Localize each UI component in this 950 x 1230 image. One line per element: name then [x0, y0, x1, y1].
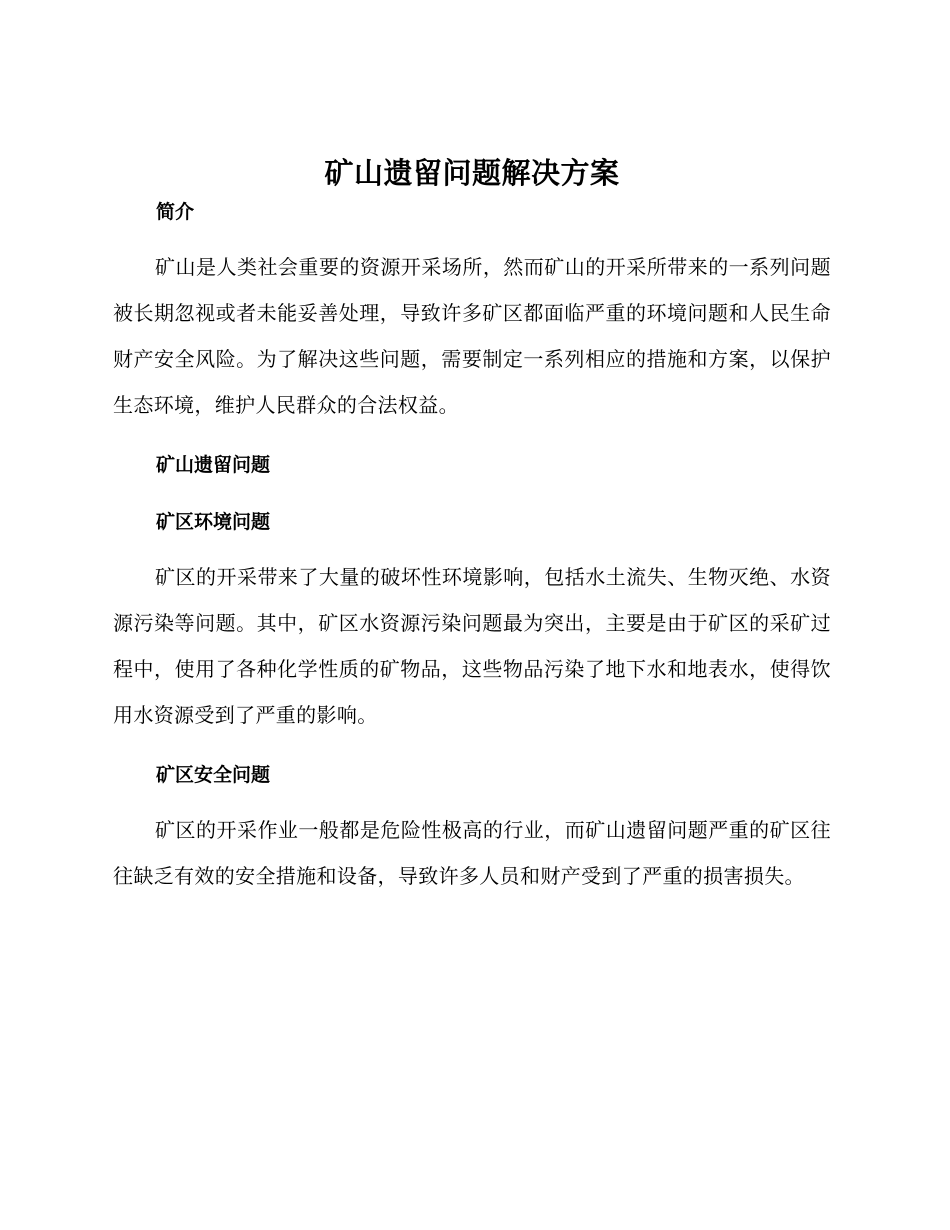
section-heading-intro: 简介: [156, 201, 195, 223]
paragraph-safety: 矿区的开采作业一般都是危险性极高的行业，而矿山遗留问题严重的矿区往往缺乏有效的安全措施和设备，导致许多人员和财产受到了严重的损害损失。: [113, 818, 831, 888]
section-heading-environment: 矿区环境问题: [156, 511, 271, 533]
section-heading-legacy-issues: 矿山遗留问题: [156, 454, 271, 476]
paragraph-intro: 矿山是人类社会重要的资源开采场所，然而矿山的开采所带来的一系列问题被长期忽视或者未能妥善处理，导致许多矿区都面临严重的环境问题和人民生命财产安全风险。为了解决这些问题，需要制定一系列相应的措施和方案，以保护生态环境，维护人民群众的合法权益。: [113, 255, 831, 417]
section-heading-safety: 矿区安全问题: [156, 764, 271, 786]
document-page: [113, 150, 831, 899]
paragraph-environment: 矿区的开采带来了大量的破坏性环境影响，包括水土流失、生物灭绝、水资源污染等问题。其中，矿区水资源污染问题最为突出，主要是由于矿区的采矿过程中，使用了各种化学性质的矿物品，这些物品污染了地下水和地表水，使得饮用水资源受到了严重的影响。: [113, 565, 831, 727]
document-title: 矿山遗留问题解决方案: [324, 156, 620, 190]
